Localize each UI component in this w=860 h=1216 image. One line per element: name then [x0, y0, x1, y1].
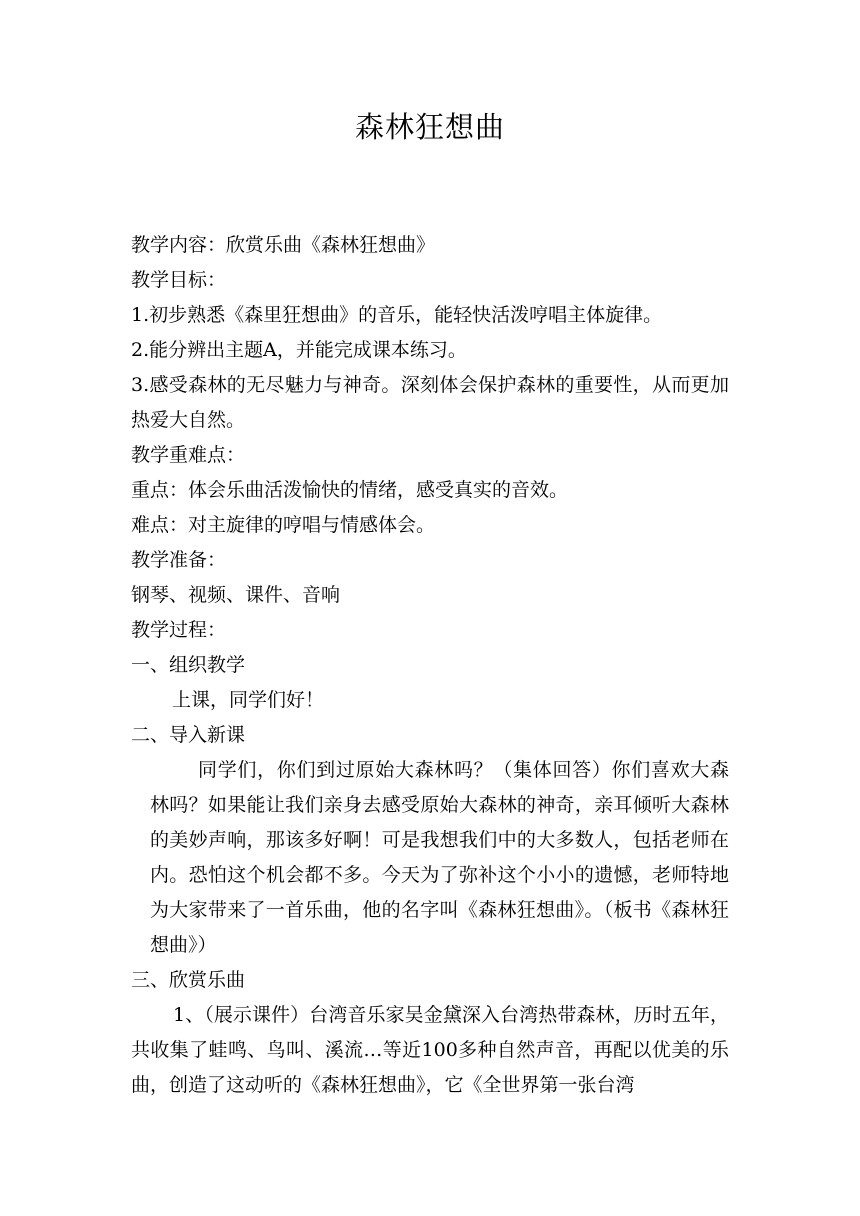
difficult-point-line: 难点：对主旋律的哼唱与情感体会。 [131, 514, 436, 536]
step-3-paragraph: 1、（展示课件）台湾音乐家吴金黛深入台湾热带森林，历时五年，共收集了蛙鸣、鸟叫、溪流…等近100多种自然声音，再配以优美的乐曲，创造了这动听的《森林狂想曲》，它《全世界第一张台湾 [131, 1004, 729, 1096]
teaching-prep-items: 钢琴、视频、课件、音响 [131, 584, 341, 606]
teaching-process-heading: 教学过程： [131, 619, 227, 641]
step-1-heading: 一、组织教学 [131, 654, 246, 676]
teaching-prep-heading: 教学准备： [131, 549, 227, 571]
teaching-goal-2: 2.能分辨出主题A，并能完成课本练习。 [131, 339, 467, 361]
teaching-goals-heading: 教学目标： [131, 269, 227, 291]
teaching-content-line: 教学内容：欣赏乐曲《森林狂想曲》 [131, 234, 436, 256]
step-2-paragraph: 同学们，你们到过原始大森林吗？（集体回答）你们喜欢大森林吗？如果能让我们亲身去感受原始大森林的神奇，亲耳倾听大森林的美妙声响，那该多好啊！可是我想我们中的大多数人，包括老师在内。恐怕这个机会都不多。今天为了弥补这个小小的遗憾，老师特地为大家带来了一首乐曲，他的名字叫《森林狂想曲》。（板书《森林狂想曲》） [150, 759, 729, 956]
document-body [131, 228, 729, 1103]
key-point-line: 重点：体会乐曲活泼愉快的情绪，感受真实的音效。 [131, 479, 569, 501]
teaching-goal-3: 3.感受森林的无尽魅力与神奇。深刻体会保护森林的重要性，从而更加热爱大自然。 [131, 374, 729, 431]
step-3-heading: 三、欣赏乐曲 [131, 969, 246, 991]
key-difficult-heading: 教学重难点： [131, 444, 246, 466]
document-title: 森林狂想曲 [354, 110, 505, 144]
step-2-heading: 二、导入新课 [131, 724, 246, 746]
step-1-text: 上课，同学们好！ [172, 689, 325, 711]
teaching-goal-1: 1.初步熟悉《森里狂想曲》的音乐，能轻快活泼哼唱主体旋律。 [131, 304, 663, 326]
